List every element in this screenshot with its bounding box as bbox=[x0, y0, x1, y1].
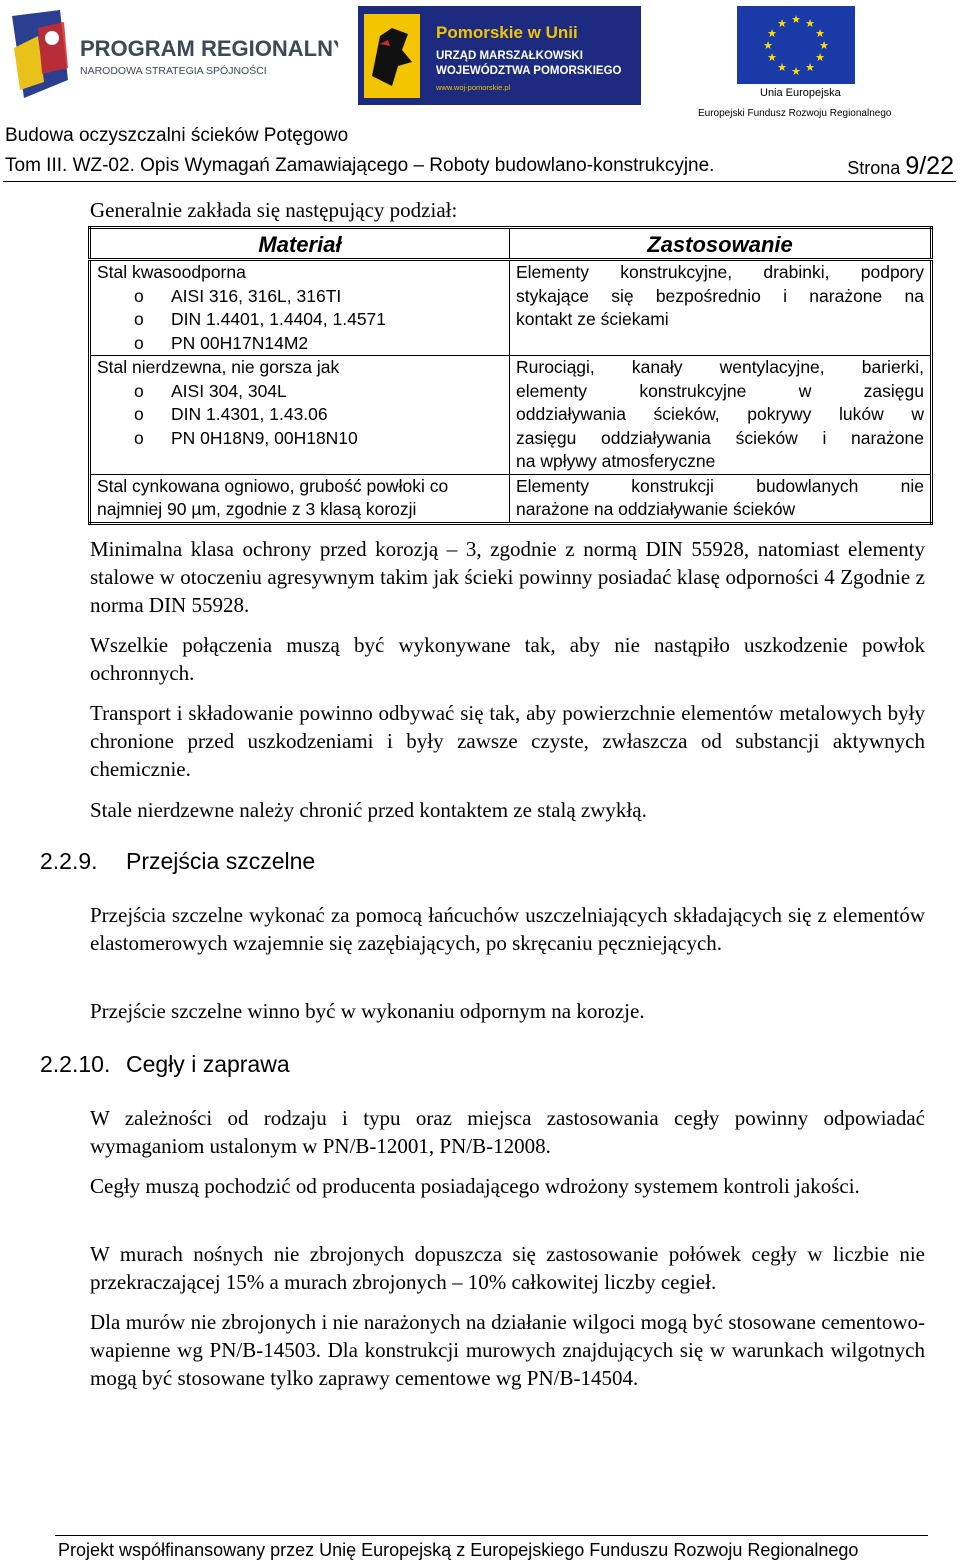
usage-line: oddziaływania ścieków, pokrywy luków w bbox=[516, 404, 924, 424]
svg-text:★: ★ bbox=[819, 39, 829, 52]
svg-text:★: ★ bbox=[767, 51, 777, 64]
program-title: PROGRAM REGIONALNY bbox=[80, 36, 338, 61]
paragraph-stainless: Stale nierdzewne należy chronić przed kontaktem ze stalą zwykłą. bbox=[90, 798, 647, 822]
list-item: o AISI 304, 304L bbox=[97, 380, 503, 404]
program-subtitle: NARODOWA STRATEGIA SPÓJNOŚCI bbox=[80, 65, 267, 77]
usage-line: zasięgu oddziaływania ścieków i narażone bbox=[516, 427, 924, 448]
section-number: 2.2.9. bbox=[40, 848, 98, 874]
materials-table bbox=[88, 226, 933, 525]
list-item: o PN 0H18N9, 00H18N10 bbox=[97, 427, 503, 451]
pomorskie-line2: WOJEWÓDZTWA POMORSKIEGO bbox=[436, 65, 622, 77]
svg-text:★: ★ bbox=[767, 27, 777, 40]
table-cell-material bbox=[90, 474, 510, 523]
usage-line: Elementy konstrukcji budowlanych nie bbox=[516, 475, 924, 496]
usage-line: narażone na oddziaływanie ścieków bbox=[516, 499, 796, 519]
usage-line: stykające się bezpośrednio i narażone na bbox=[516, 285, 924, 306]
pomorskie-url: www.woj-pomorskie.pl bbox=[436, 83, 511, 92]
usage-line: elementy konstrukcyjne w zasięgu bbox=[516, 380, 924, 401]
table-row bbox=[90, 260, 932, 356]
usage-line: kontakt ze ściekami bbox=[516, 309, 669, 329]
svg-text:★: ★ bbox=[815, 51, 825, 64]
svg-text:★: ★ bbox=[791, 13, 801, 26]
table-cell-material bbox=[90, 356, 510, 475]
table-row bbox=[90, 474, 932, 523]
svg-text:★: ★ bbox=[791, 65, 801, 78]
table-header-usage: Zastosowanie bbox=[510, 228, 932, 260]
table-cell-material bbox=[90, 260, 510, 356]
section-title: Cegły i zaprawa bbox=[126, 1051, 290, 1077]
page-number-value: 9/22 bbox=[905, 152, 954, 180]
document-subtitle: Tom III. WZ-02. Opis Wymagań Zamawiającego – Roboty budowlano-konstrukcyjne. bbox=[5, 155, 715, 176]
material-name: Stal cynkowana ogniowo, grubość powłoki co bbox=[97, 475, 449, 496]
svg-text:★: ★ bbox=[777, 61, 787, 74]
section-number: 2.2.10. bbox=[40, 1051, 111, 1077]
paragraph-seals: Przejścia szczelne wykonać za pomocą łańcuchów uszczelniających składających się z elementów elastomerowych wzajemnie się zazębiających, po skręcaniu pęczniejących. bbox=[90, 903, 925, 955]
section-heading-bricks bbox=[40, 1051, 290, 1078]
list-item: o DIN 1.4401, 1.4404, 1.4571 bbox=[97, 308, 503, 332]
intro-text: Generalnie zakłada się następujący podział: bbox=[90, 198, 458, 222]
svg-text:★: ★ bbox=[777, 17, 787, 30]
header-divider bbox=[3, 181, 956, 182]
table-row bbox=[90, 356, 932, 475]
svg-text:★: ★ bbox=[805, 61, 815, 74]
footer-divider bbox=[55, 1535, 928, 1536]
paragraph-mortar: Dla murów nie zbrojonych i nie narażonych na działanie wilgoci mogą być stosowane cementowo-wapienne wg PN/B-14503. Dla konstrukcji murowych znajdujących się w warunkach wilgotnych mogą być stosowane tylko zaprawy cementowe wg PN/B-14504. bbox=[90, 1310, 925, 1390]
paragraph-transport: Transport i składowanie powinno odbywać się tak, aby powierzchnie elementów metalowych były chronione przed uszkodzeniami i były zawsze czyste, zwłaszcza od substancji aktywnych chemicznie. bbox=[90, 701, 925, 781]
svg-text:★: ★ bbox=[805, 17, 815, 30]
pomorskie-logo bbox=[358, 6, 641, 105]
usage-line: na wpływy atmosferyczne bbox=[516, 451, 716, 471]
usage-line: Rurociągi, kanały wentylacyjne, barierki, bbox=[516, 357, 924, 377]
material-name: Stal nierdzewna, nie gorsza jak bbox=[97, 357, 340, 377]
program-regionalny-logo bbox=[8, 8, 338, 103]
svg-text:★: ★ bbox=[763, 39, 773, 52]
table-cell-usage bbox=[510, 260, 932, 356]
eu-flag-icon bbox=[737, 6, 855, 84]
material-name: najmniej 90 µm, zgodnie z 3 klasą korozji bbox=[97, 499, 417, 519]
paragraph-brick-quality: Cegły muszą pochodzić od producenta posiadającego wdrożony systemem kontroli jakości. bbox=[90, 1174, 860, 1198]
paragraph-brick-standards: W zależności od rodzaju i typu oraz miejsca zastosowania cegły powinny odpowiadać wymaganiom ustalonym w PN/B-12001, PN/B-12008. bbox=[90, 1106, 925, 1158]
eu-fund-caption: Europejski Fundusz Rozwoju Regionalnego bbox=[698, 108, 892, 119]
page-number bbox=[847, 152, 954, 181]
pomorskie-title: Pomorskie w Unii bbox=[436, 23, 578, 42]
material-name: Stal kwasoodporna bbox=[97, 262, 246, 282]
document-title: Budowa oczyszczalni ścieków Potęgowo bbox=[5, 125, 349, 146]
pomorskie-line1: URZĄD MARSZAŁKOWSKI bbox=[436, 50, 583, 62]
paragraph-connections: Wszelkie połączenia muszą być wykonywane tak, aby nie nastąpiło uszkodzenie powłok ochronnych. bbox=[90, 633, 925, 685]
list-item: o PN 00H17N14M2 bbox=[97, 332, 503, 356]
page-label: Strona bbox=[847, 158, 906, 178]
footer-text: Projekt współfinansowany przez Unię Europejską z Europejskiego Funduszu Rozwoju Regionalnego bbox=[58, 1540, 859, 1560]
table-cell-usage bbox=[510, 474, 932, 523]
table-cell-usage bbox=[510, 356, 932, 475]
paragraph-seals-corrosion: Przejście szczelne winno być w wykonaniu odpornym na korozje. bbox=[90, 999, 645, 1023]
list-item: o AISI 316, 316L, 316TI bbox=[97, 285, 503, 309]
paragraph-brick-halves: W murach nośnych nie zbrojonych dopuszcza się zastosowanie połówek cegły w liczbie nie przekraczającej 15% a murach zbrojonych – 10% całkowitej liczby cegieł. bbox=[90, 1242, 925, 1294]
list-item: o DIN 1.4301, 1.43.06 bbox=[97, 403, 503, 427]
section-heading-seals bbox=[40, 848, 315, 875]
paragraph-corrosion-class: Minimalna klasa ochrony przed korozją – 3, zgodnie z normą DIN 55928, natomiast elementy stalowe w otoczeniu agresywnym takim jak ścieki powinny posiadać klasę odporności 4 Zgodnie z norma DIN 55928. bbox=[90, 537, 925, 617]
table-header-material: Materiał bbox=[90, 228, 510, 260]
usage-line: Elementy konstrukcyjne, drabinki, podpory bbox=[516, 262, 924, 282]
section-title: Przejścia szczelne bbox=[126, 848, 316, 874]
eu-caption: Unia Europejska bbox=[760, 87, 841, 99]
svg-text:★: ★ bbox=[815, 27, 825, 40]
table-header-row bbox=[90, 228, 932, 260]
